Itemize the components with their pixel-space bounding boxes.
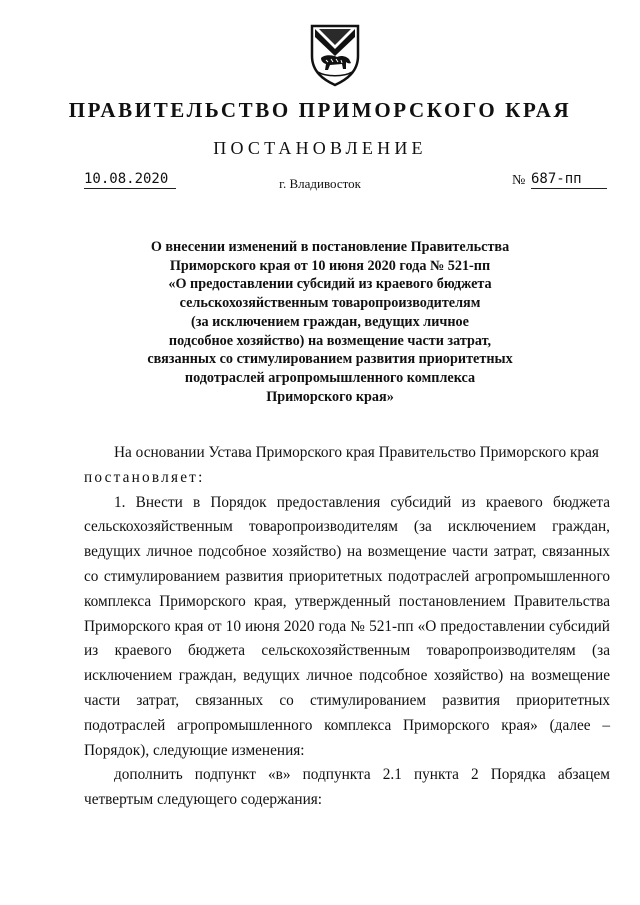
- subject-line: подотраслей агропромышленного комплекса: [184, 369, 476, 386]
- subject-line: (за исключением граждан, ведущих личное: [191, 313, 469, 330]
- item-1-paragraph: 1. Внести в Порядок предоставления субсидий из краевого бюджета сельскохозяйственным товаропроизводителям (за исключением граждан, ведущих личное подсобное хозяйство) на возмещение части затрат, связанных со стимулированием развития приоритетных подотраслей агропромышленного комплекса Приморского края, утвержденный постановлением Правительства Приморского края от 10 июня 2020 года № 521-пп «О предоставлении субсидий из краевого бюджета сельскохозяйственным товаропроизводителям (за исключением граждан, ведущих личное подсобное хозяйство) на возмещение части затрат, связанных со стимулированием развития приоритетных подотраслей агропромышленного комплекса Приморского края» (далее – Порядок), следующие изменения:: [84, 493, 610, 759]
- subject-line: «О предоставлении субсидий из краевого бюджета: [168, 276, 492, 293]
- subject-line: Приморского края от 10 июня 2020 года № 521-пп: [169, 257, 491, 274]
- document-date: 10.08.2020: [84, 171, 176, 189]
- subject-line: О внесении изменений в постановление Правительства: [150, 239, 510, 255]
- subject-line: связанных со стимулированием развития приоритетных: [147, 351, 513, 368]
- document-number-label: №: [512, 173, 526, 188]
- document-body: [84, 441, 610, 813]
- document-number: 687-пп: [531, 171, 607, 189]
- subject-line: Приморского края»: [266, 388, 394, 405]
- decree-word: постановляет:: [84, 468, 205, 486]
- primorsky-krai-coat-of-arms-icon: [306, 22, 364, 88]
- subject-line: подсобное хозяйство) на возмещение части затрат,: [168, 332, 492, 349]
- document-subject: [80, 238, 580, 406]
- subject-line: сельскохозяйственным товаропроизводителям: [179, 295, 481, 312]
- intro-paragraph: На основании Устава Приморского края Правительство Приморского края: [114, 444, 599, 461]
- government-title: ПРАВИТЕЛЬСТВО ПРИМОРСКОГО КРАЯ: [68, 98, 572, 122]
- document-city: г. Владивосток: [279, 176, 361, 191]
- document-type: ПОСТАНОВЛЕНИЕ: [213, 138, 427, 158]
- item-1-subparagraph: дополнить подпункт «в» подпункта 2.1 пункта 2 Порядка абзацем четвертым следующего содержания:: [84, 766, 610, 809]
